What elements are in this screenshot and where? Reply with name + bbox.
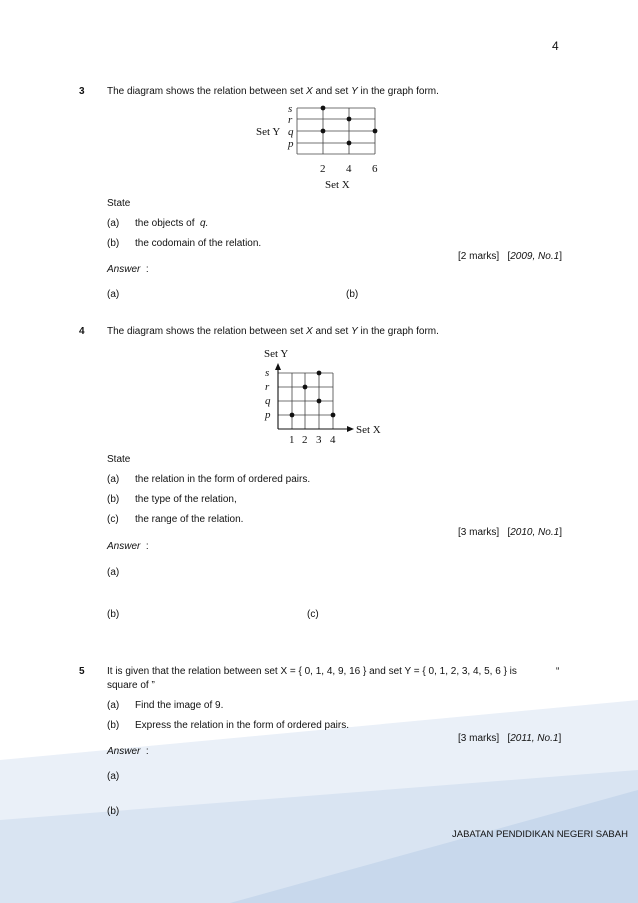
q5-number: 5 [79, 666, 85, 677]
q3-ans-b: (b) [346, 289, 359, 300]
q4-c-text: the range of the relation. [135, 514, 244, 525]
q4-stem: The diagram shows the relation between set X and set Y in the graph form. [107, 326, 439, 337]
footer-text: JABATAN PENDIDIKAN NEGERI SABAH [452, 829, 628, 840]
q3-x-label: 6 [372, 163, 378, 175]
q3-point [347, 141, 352, 146]
q4-point [331, 413, 336, 418]
q3-graph [250, 100, 390, 192]
q4-x-label: 2 [302, 434, 308, 445]
q4-y-label: s [265, 367, 270, 379]
q4-answer: Answer : [107, 541, 149, 552]
q5-a-label: (a) [107, 700, 120, 711]
q4-c-label: (c) [107, 514, 119, 525]
q4-marks: [3 marks] [2010, No.1] [458, 527, 562, 538]
q5-a-text: Find the image of 9. [135, 700, 224, 711]
q5-ans-b: (b) [107, 806, 120, 817]
q4-b-text: the type of the relation, [135, 494, 237, 505]
q4-x-label: 3 [316, 434, 322, 445]
page-number: 4 [552, 39, 559, 53]
q3-x-label: 4 [346, 163, 352, 175]
q3-point [321, 129, 326, 134]
q4-a-text: the relation in the form of ordered pairs. [135, 474, 311, 485]
q4-point [317, 399, 322, 404]
q4-x-title: Set X [356, 424, 381, 436]
q5-b-text: Express the relation in the form of ordered pairs. [135, 720, 349, 731]
q3-state: State [107, 198, 131, 209]
q3-answer: Answer : [107, 264, 149, 275]
q5-marks: [3 marks] [2011, No.1] [458, 733, 562, 744]
q3-stem: The diagram shows the relation between set X and set Y in the graph form. [107, 86, 439, 97]
q4-point [303, 385, 308, 390]
q4-ans-a: (a) [107, 567, 120, 578]
q5-line1: It is given that the relation between set X = { 0, 1, 4, 9, 16 } and set Y = { 0, 1, 2, 3, 4, 5, 6 } is [107, 666, 517, 677]
q5-ans-a: (a) [107, 771, 120, 782]
q3-b-text: the codomain of the relation. [135, 238, 262, 249]
q3-x-title: Set X [325, 179, 350, 191]
q4-ans-b: (b) [107, 609, 120, 620]
q3-y-label: r [288, 114, 293, 126]
q5-b-label: (b) [107, 720, 120, 731]
q3-y-label: p [288, 138, 294, 150]
q3-number: 3 [79, 86, 85, 97]
q4-state: State [107, 454, 131, 465]
q4-graph [255, 345, 390, 445]
q5-quote-open: “ [556, 666, 560, 677]
q4-y-label: p [265, 409, 271, 421]
q4-y-label: r [265, 381, 270, 393]
q4-point [317, 371, 322, 376]
q4-x-label: 4 [330, 434, 336, 445]
q4-ans-c: (c) [307, 609, 319, 620]
q3-y-label: q [288, 126, 294, 138]
q4-y-label: q [265, 395, 271, 407]
q3-a-label: (a) [107, 218, 120, 229]
q4-point [290, 413, 295, 418]
q5-line2: square of ” [107, 680, 155, 691]
q4-y-title: Set Y [264, 348, 289, 360]
q3-point [347, 117, 352, 122]
q3-marks: [2 marks] [2009, No.1] [458, 251, 562, 262]
q4-number: 4 [79, 326, 85, 337]
q3-x-label: 2 [320, 163, 326, 175]
q3-b-label: (b) [107, 238, 120, 249]
q3-point [321, 106, 326, 111]
q3-y-title: Set Y [256, 126, 281, 138]
q4-b-label: (b) [107, 494, 120, 505]
q3-y-label: s [288, 103, 293, 115]
q3-point [373, 129, 378, 134]
q5-answer: Answer : [107, 746, 149, 757]
q3-ans-a: (a) [107, 289, 120, 300]
q3-a-text: the objects of q. [135, 218, 209, 229]
q4-x-label: 1 [289, 434, 295, 445]
q4-a-label: (a) [107, 474, 120, 485]
